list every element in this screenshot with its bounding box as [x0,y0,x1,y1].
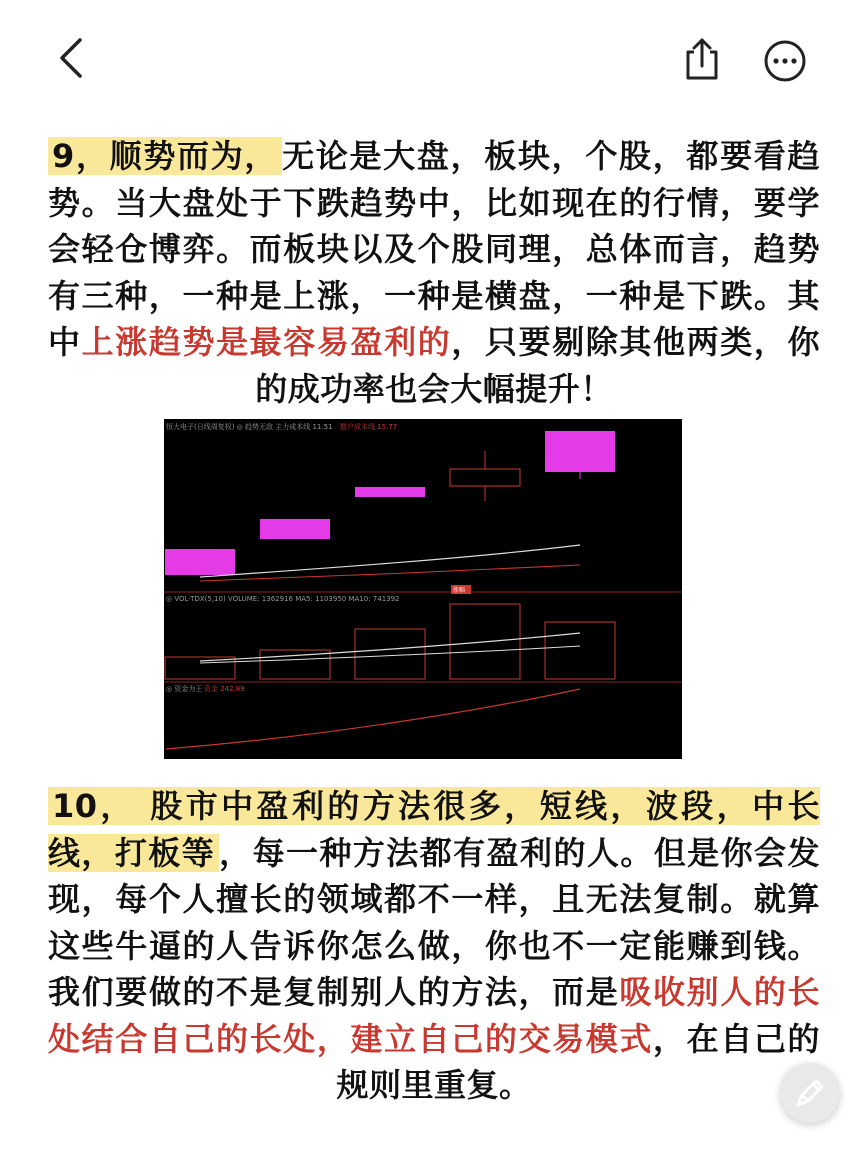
chevron-left-icon [50,32,94,84]
money-line [166,689,580,749]
paragraph-trend-ending: ，只要剔除其他两类，你的成功率也会大幅提升！ [255,323,820,408]
top-bar [0,0,864,115]
volume-bar-1 [165,657,235,679]
paragraph-trend-heading: 9，顺势而为， [48,137,282,175]
candle-5 [545,431,615,472]
more-icon [762,38,808,84]
watermark: 头条 @股海观潮 [640,1111,743,1127]
back-button[interactable] [50,32,94,84]
floating-edit-button[interactable] [780,1063,840,1123]
paragraph-profit-methods [48,783,820,1109]
paragraph-profit-body: ，每一种方法都有盈利的人。但是你会发现，每个人擅长的领域都不一样，且无法复制。就算这些牛逼的人告诉你怎么做，你也不一定能赚到钱。我们要做的不是复制别人的方法，而是 [48,833,820,1011]
paragraph-profit-heading: 10， 股市中盈利的方法很多，短线，波段，中长线，打板等 [48,787,820,872]
stock-chart-image [164,419,682,759]
share-button[interactable] [680,36,724,82]
chart-top-label: 恒大电子(日线周复权) ◎ 趋势无敌 主力成本线 11.51 [166,423,333,431]
chart-bottom-label: ◎ 资金为王 [166,685,203,693]
vol-ma-white-1 [200,633,580,661]
pen-icon [780,1063,840,1123]
more-button[interactable] [762,38,808,84]
chart-marker-label: 涨幅 [453,587,466,594]
volume-bar-5 [545,622,615,679]
candle-4 [450,469,520,486]
volume-bar-3 [355,629,425,679]
paragraph-profit-emphasis: 吸收别人的长处结合自己的长处，建立自己的交易模式 [48,973,820,1058]
paragraph-trend-body: 无论是大盘，板块，个股，都要看趋势。当大盘处于下跌趋势中，比如现在的行情，要学会轻仓博弈。而板块以及个股同理，总体而言，趋势有三种，一种是上涨，一种是横盘，一种是下跌。其中 [48,137,820,361]
candle-1 [165,549,235,575]
candle-2 [260,519,330,539]
ma-line-white [200,545,580,577]
chart-top-label-red: 散户成本线 15.77 [340,423,398,431]
chart-vol-label: ◎ VOL-TDX(5,10) VOLUME: 1362916 MA5: 1103950 MA10: 741392 [166,595,400,603]
paragraph-trend [48,133,820,412]
chart-bottom-label-red: 资金 242.89 [204,685,245,693]
paragraph-trend-emphasis: 上涨趋势是最容易盈利的 [81,323,452,361]
share-icon [680,36,724,82]
candle-3 [355,487,425,497]
paragraph-profit-ending: ，在自己的规则里重复。 [336,1019,820,1104]
vol-ma-white-2 [200,646,580,663]
